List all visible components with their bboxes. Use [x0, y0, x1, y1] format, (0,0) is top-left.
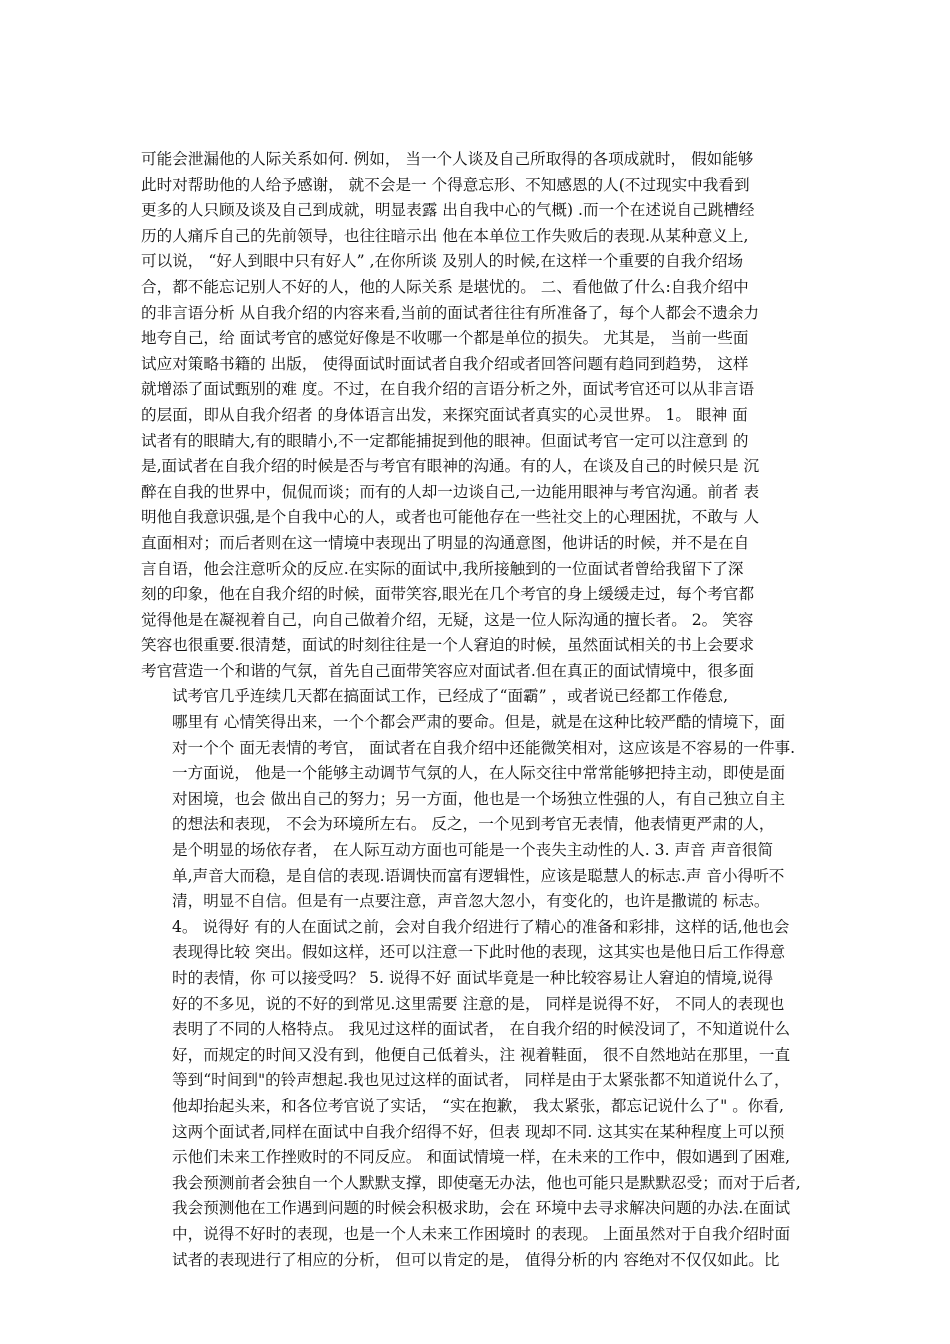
text-line: 中，说得不好时的表现，也是一个人未来工作困境时 的表现。 上面虽然对于自我介绍时面 [172, 1224, 791, 1243]
text-line: 试应对策略书籍的 出版， 使得面试时面试者自我介绍或者回答问题有趋同到趋势， 这样 [141, 354, 749, 373]
text-line: 更多的人只顾及谈及自己到成就，明显表露 出自我中心的气概) .而一个在述说自己跳槽经 [141, 201, 755, 220]
text-line: 的想法和表现， 不会为环境所左右。 反之，一个见到考官无表情，他表情更严肃的人， [172, 815, 775, 834]
text-line: 醉在自我的世界中，侃侃而谈；而有的人却一边谈自己,一边能用眼神与考官沟通。前者 表 [141, 482, 760, 501]
text-line: 好，而规定的时间又没有到，他便自己低着头，注 视着鞋面， 很不自然地站在那里，一直 [172, 1045, 791, 1064]
text-line: 刻的印象，他在自我介绍的时候，面带笑容,眼光在几个考官的身上缓缓走过，每个考官都 [141, 585, 755, 604]
text-line: 合，都不能忘记别人不好的人，他的人际关系 是堪忧的。 二、看他做了什么:自我介绍中 [141, 277, 749, 296]
text-line: 历的人痛斥自己的先前领导，也往往暗示出 他在本单位工作失败后的表现.从某种意义上, [141, 226, 749, 245]
text-line: 言自语，他会注意听众的反应.在实际的面试中,我所接触到的一位面试者曾给我留下了深 [141, 559, 744, 578]
text-line: 清，明显不自信。但是有一点要注意，声音忽大忽小，有变化的，也许是撒谎的 标志。 [172, 892, 770, 911]
text-line: 单,声音大而稳，是自信的表现.语调快而富有逻辑性，应该是聪慧人的标志.声 音小得听不 [172, 866, 785, 885]
text-line: 是个明显的场依存者， 在人际互动方面也可能是一个丧失主动性的人. 3. 声音 声音很简 [172, 841, 774, 860]
text-line: 就增添了面试甄别的难 度。不过，在自我介绍的言语分析之外，面试考官还可以从非言语 [141, 380, 755, 399]
text-line: 此时对帮助他的人给予感谢， 就不会是一 个得意忘形、不知感恩的人(不过现实中我看到 [141, 175, 750, 194]
text-line: 可以说， “好人到眼中只有好人” ,在你所谈 及别人的时候,在这样一个重要的自我介绍场 [141, 252, 744, 271]
text-line: 示他们未来工作挫败时的不同反应。 和面试情境一样，在未来的工作中，假如遇到了困难, [172, 1148, 791, 1167]
text-line: 对困境，也会 做出自己的努力；另一方面，他也是一个场独立性强的人，有自己独立自主 [172, 789, 786, 808]
text-line: 表明了不同的人格特点。 我见过这样的面试者， 在自我介绍的时候没词了，不知道说什么 [172, 1020, 791, 1039]
text-line: 好的不多见，说的不好的到常见.这里需要 注意的是， 同样是说得不好， 不同人的表现也 [172, 994, 785, 1013]
text-line: 考官营造一个和谐的气氛，首先自己面带笑容应对面试者.但在真正的面试情境中，很多面 [141, 661, 755, 680]
text-line: 的层面，即从自我介绍者 的身体语言出发，来探究面试者真实的心灵世界。 1。 眼神 面 [141, 405, 748, 424]
text-line: 地夸自己，给 面试考官的感觉好像是不收哪一个都是单位的损失。 尤其是， 当前一些面 [141, 329, 749, 348]
text-line: 直面相对；而后者则在这一情境中表现出了明显的沟通意图，他讲话的时候，并不是在自 [141, 533, 750, 552]
text-line: 笑容也很重要.很清楚，面试的时刻往往是一个人窘迫的时候，虽然面试相关的书上会要求 [141, 636, 755, 655]
text-line: 时的表情，你 可以接受吗？ 5. 说得不好 面试毕竟是一种比较容易让人窘迫的情境,说得 [172, 969, 774, 987]
text-line: 试者有的眼睛大,有的眼睛小,不一定都能捕捉到他的眼神。但面试考官一定可以注意到 的 [141, 431, 749, 450]
text-line: 可能会泄漏他的人际关系如何. 例如， 当一个人谈及自己所取得的各项成就时， 假如能够 [141, 150, 754, 168]
body-paragraph-2 [141, 684, 813, 1273]
text-line: 这两个面试者,同样在面试中自我介绍得不好，但表 现却不同. 这其实在某种程度上可以预 [172, 1122, 785, 1141]
text-line: 哪里有 心情笑得出来，一个个都会严肃的要命。但是，就是在这种比较严酷的情境下，面 [172, 713, 786, 732]
body-paragraph-1 [141, 147, 813, 684]
text-line: 的非言语分析 从自我介绍的内容来看,当前的面试者往往有所准备了，每个人都会不遗余力 [141, 303, 760, 322]
document-page [141, 147, 813, 1273]
text-line: 试者的表现进行了相应的分析， 但可以肯定的是， 值得分析的内 容绝对不仅仅如此。比 [172, 1250, 780, 1269]
text-line: 一方面说， 他是一个能够主动调节气氛的人，在人际交往中常常能够把持主动，即使是面 [172, 764, 786, 783]
text-line: 试考官几乎连续几天都在搞面试工作，已经成了“面霸” ，或者说已经都工作倦怠, [172, 687, 729, 706]
text-line: 表现得比较 突出。假如这样，还可以注意一下此时他的表现，这其实也是他日后工作得意 [172, 943, 786, 962]
text-line: 4。 说得好 有的人在面试之前，会对自我介绍进行了精心的准备和彩排，这样的话,他也会 [172, 917, 790, 936]
text-line: 是,面试者在自我介绍的时候是否与考官有眼神的沟通。有的人，在谈及自己的时候只是 沉 [141, 457, 760, 476]
text-line: 等到“时间到"的铃声想起.我也见过这样的面试者， 同样是由于太紧张都不知道说什么了， [172, 1071, 790, 1090]
text-line: 他却抬起头来，和各位考官说了实话， “实在抱歉， 我太紧张，都忘记说什么了" 。你看, [172, 1096, 784, 1115]
text-line: 觉得他是在凝视着自己，向自己做着介绍，无疑，这是一位人际沟通的擅长者。 2。 笑容 [141, 610, 754, 629]
text-line: 我会预测前者会独自一个人默默支撑，即使毫无办法，他也可能只是默默忍受；而对于后者, [172, 1173, 801, 1192]
text-line: 明他自我意识强,是个自我中心的人，或者也可能他存在一些社交上的心理困扰，不敢与 人 [141, 508, 760, 527]
text-line: 我会预测他在工作遇到问题的时候会积极求助，会在 环境中去寻求解决问题的办法.在面试 [172, 1199, 791, 1218]
text-line: 对一个个 面无表情的考官， 面试者在自我介绍中还能微笑相对，这应该是不容易的一件事. [172, 738, 796, 757]
